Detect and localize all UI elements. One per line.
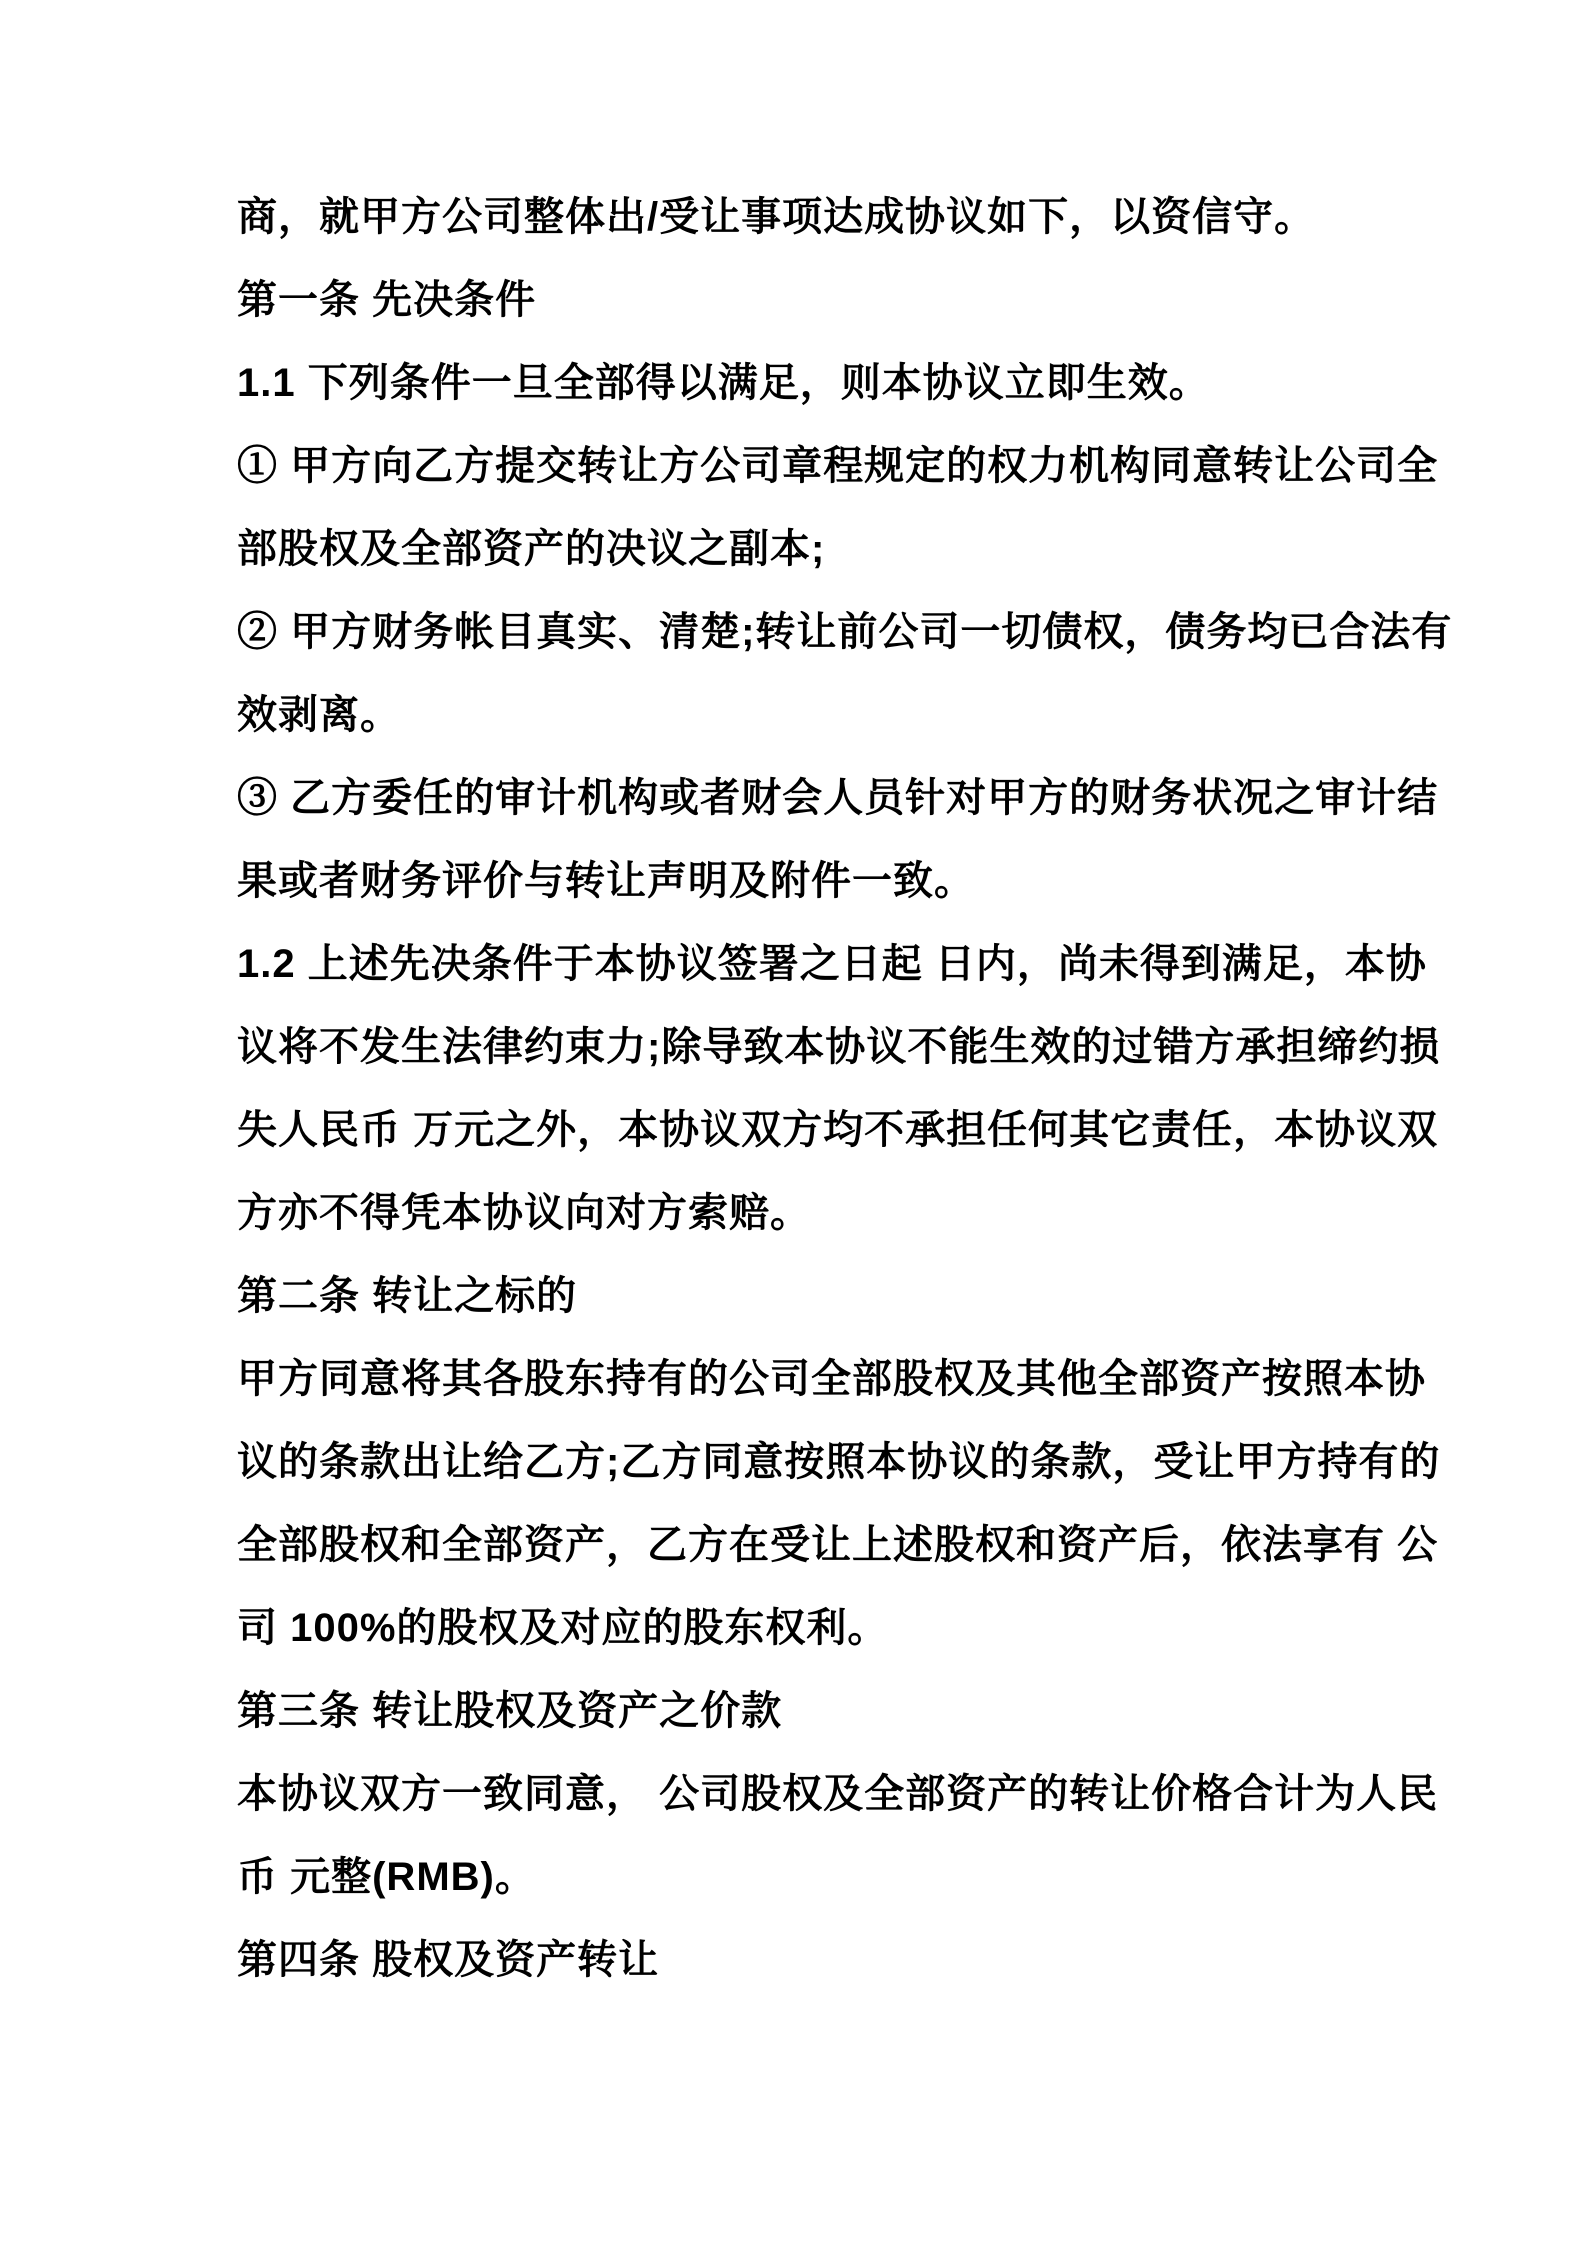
text-line: 议的条款出让给乙方;乙方同意按照本协议的条款，受让甲方持有的 xyxy=(237,1440,1441,1484)
text-line: 效剥离。 xyxy=(237,693,401,737)
text-line: 1.2 上述先决条件于本协议签署之日起 日内，尚未得到满足，本协 xyxy=(237,942,1427,986)
text-line: 司 100%的股权及对应的股东权利。 xyxy=(237,1606,889,1650)
text-line: ③ 乙方委任的审计机构或者财会人员针对甲方的财务状况之审计结 xyxy=(237,776,1439,820)
text-line: 失人民币 万元之外，本协议双方均不承担任何其它责任，本协议双 xyxy=(237,1108,1439,1152)
text-line: 果或者财务评价与转让声明及附件一致。 xyxy=(237,859,975,903)
section-heading: 第一条 先决条件 xyxy=(237,278,537,322)
text-line: 方亦不得凭本协议向对方索赔。 xyxy=(237,1191,811,1235)
text-line: 币 元整(RMB)。 xyxy=(237,1855,536,1899)
section-heading: 第二条 转让之标的 xyxy=(237,1274,578,1318)
text-line: 本协议双方一致同意， 公司股权及全部资产的转让价格合计为人民 xyxy=(237,1772,1439,1816)
text-line: 1.1 下列条件一旦全部得以满足，则本协议立即生效。 xyxy=(237,361,1210,405)
text-line: 商，就甲方公司整体出/受让事项达成协议如下，以资信守。 xyxy=(237,195,1316,239)
section-heading: 第四条 股权及资产转让 xyxy=(237,1938,660,1982)
text-line: 部股权及全部资产的决议之副本; xyxy=(237,527,826,571)
text-line: 议将不发生法律约束力;除导致本协议不能生效的过错方承担缔约损 xyxy=(237,1025,1441,1069)
contract-text-block xyxy=(237,176,1453,2002)
section-heading: 第三条 转让股权及资产之价款 xyxy=(237,1689,783,1733)
text-line: ① 甲方向乙方提交转让方公司章程规定的权力机构同意转让公司全 xyxy=(237,444,1439,488)
text-line: 全部股权和全部资产，乙方在受让上述股权和资产后，依法享有 公 xyxy=(237,1523,1439,1567)
text-line: ② 甲方财务帐目真实、清楚;转让前公司一切债权，债务均已合法有 xyxy=(237,610,1453,654)
text-line: 甲方同意将其各股东持有的公司全部股权及其他全部资产按照本协 xyxy=(237,1357,1426,1401)
